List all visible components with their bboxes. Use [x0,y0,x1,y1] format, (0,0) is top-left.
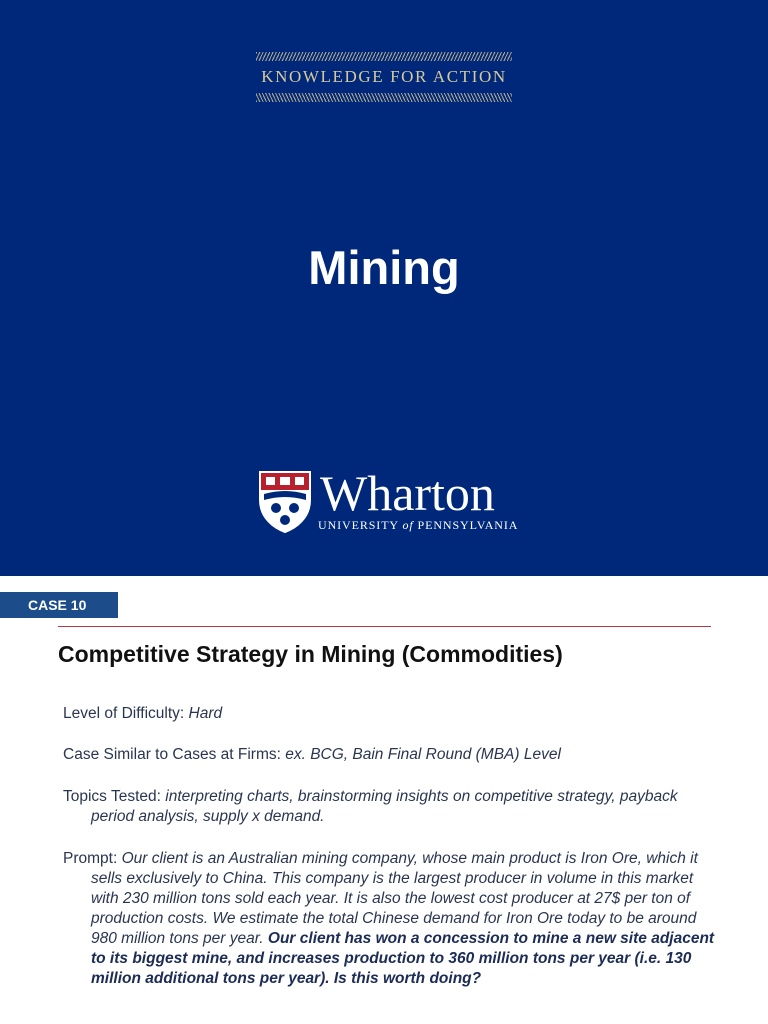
university-of: of [402,518,414,532]
prompt-paragraph [63,849,723,989]
penn-shield-icon [258,470,312,534]
topics-label: Topics Tested: [63,788,166,805]
similar-value: ex. BCG, Bain Final Round (MBA) Level [285,746,561,763]
hatch-ornament-bottom [256,93,512,102]
university-name [318,518,518,533]
similar-cases-line [63,745,723,765]
similar-label: Case Similar to Cases at Firms: [63,746,286,763]
wordmark: Wharton [320,465,495,521]
difficulty-value: Hard [188,705,223,722]
wharton-logo [258,465,519,536]
difficulty-line [63,704,723,724]
university-prefix: UNIVERSITY [318,518,399,532]
university-suffix: PENNSYLVANIA [417,518,519,532]
topics-value: interpreting charts, brainstorming insights on competitive strategy, payback period analysis, supply x demand. [91,788,678,825]
tagline-block [0,52,768,102]
prompt-label: Prompt: [63,850,122,867]
prompt-text: Our client is an Australian mining company, whose main product is Iron Ore, which it sells exclusively to China. This company is the largest producer in volume in this market with 230 million tons sold each year. It is also the lowest cost producer at 27$ per ton of production costs. We estimate the total Chinese demand for Iron Ore today to be around 980 million tons per year. [91,850,698,947]
topics-line [63,787,723,827]
difficulty-label: Level of Difficulty: [63,705,189,722]
hatch-ornament-top [256,52,512,61]
case-badge: CASE 10 [0,592,118,618]
slide-title: Mining [308,241,460,294]
prompt-question: Our client has won a concession to mine a new site adjacent to its biggest mine, and increases production to 360 million tons per year (i.e. 130 million additional tons per year). Is this worth doing? [91,930,715,987]
case-title: Competitive Strategy in Mining (Commodities) [58,641,563,667]
tagline: KNOWLEDGE FOR ACTION [261,67,507,86]
divider-rule [58,626,711,627]
